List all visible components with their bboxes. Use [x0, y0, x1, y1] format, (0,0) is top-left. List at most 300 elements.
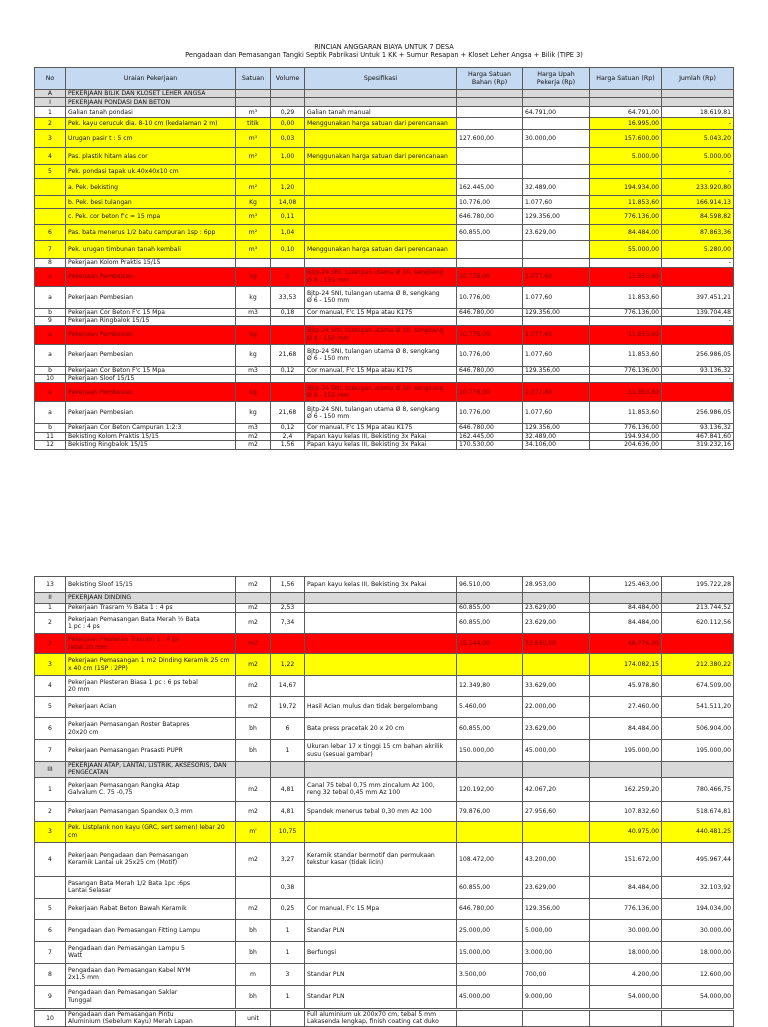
cell-jumlah: 139.704,48: [662, 308, 734, 316]
table-row: [35, 593, 734, 604]
cell-jumlah: 780.466,75: [662, 777, 734, 801]
cell-harga-satuan: 195.000,00: [590, 740, 662, 762]
cell-harga-satuan: 11.853,60: [590, 267, 662, 286]
cell-jumlah: -: [662, 259, 734, 267]
cell-harga-satuan: 18.000,00: [590, 941, 662, 963]
cell-upah: [523, 259, 590, 267]
cell-upah: [523, 148, 590, 165]
cell-no: 4: [35, 148, 66, 165]
cell-no: 2: [35, 613, 66, 634]
cell-harga-satuan: 776.136,00: [590, 209, 662, 225]
cell-upah: 3.000,00: [523, 941, 590, 963]
budget-table-part-2: [34, 576, 734, 1009]
cell-uraian: Pekerjaan Pembesian: [66, 383, 236, 402]
cell-harga-satuan: 11.853,60: [590, 196, 662, 209]
cell-harga-bahan: 10.776,00: [457, 325, 523, 344]
cell-volume: [271, 593, 305, 604]
cell-upah: 129.356,00: [523, 424, 590, 432]
header-spesifikasi: Spesifikasi: [305, 68, 457, 90]
cell-no: III: [35, 762, 66, 778]
cell-harga-satuan: 84.484,00: [590, 718, 662, 740]
cell-harga-bahan: 646.780,00: [457, 424, 523, 432]
cell-uraian: b. Pek. besi tulangan: [66, 196, 236, 209]
cell-uraian: a. Pek. bekisting: [66, 179, 236, 196]
cell-harga-bahan: 45.000,00: [457, 985, 523, 1008]
cell-upah: 30.000,00: [523, 130, 590, 148]
cell-satuan: m³: [236, 209, 271, 225]
cell-volume: 1: [271, 740, 305, 762]
cell-uraian: Pekerjaan Pembesian: [66, 286, 236, 308]
cell-upah: [523, 165, 590, 179]
cell-satuan: m2: [236, 441, 271, 449]
cell-no: 3: [35, 634, 66, 654]
table-row: [35, 441, 734, 449]
cell-volume: [271, 375, 305, 383]
cell-volume: 33,53: [271, 286, 305, 308]
cell-no: 2: [35, 801, 66, 821]
cell-jumlah: 541.511,20: [662, 697, 734, 718]
cell-no: 3: [35, 654, 66, 676]
table-row: [35, 604, 734, 613]
cell-jumlah: 32.103,92: [662, 876, 734, 898]
cell-volume: [271, 259, 305, 267]
cell-upah: 34.106,00: [523, 441, 590, 449]
cell-volume: 0,12: [271, 366, 305, 374]
document-title: RINCIAN ANGGARAN BIAYA UNTUK 7 DESA: [314, 43, 454, 51]
cell-jumlah: 18.619,81: [662, 107, 734, 118]
cell-satuan: [236, 593, 271, 604]
cell-volume: 2,53: [271, 604, 305, 613]
cell-harga-satuan: 11.853,60: [590, 402, 662, 424]
cell-harga-bahan: 646.780,00: [457, 366, 523, 374]
cell-spesifikasi: Menggunakan harga satuan dari perencanaan: [305, 118, 457, 130]
cell-spesifikasi: Cor manual, F'c 15 Mpa atau K175: [305, 424, 457, 432]
cell-harga-satuan: 84.484,00: [590, 876, 662, 898]
cell-volume: [271, 317, 305, 325]
cell-jumlah: 256.986,05: [662, 344, 734, 366]
cell-spesifikasi: [305, 90, 457, 98]
table-row: [35, 613, 734, 634]
table-row: [35, 325, 734, 344]
cell-satuan: m2: [236, 432, 271, 440]
cell-volume: [271, 383, 305, 402]
cell-harga-bahan: [457, 148, 523, 165]
cell-harga-bahan: 25.000,00: [457, 919, 523, 941]
cell-jumlah: 233.920,80: [662, 179, 734, 196]
table-row: [35, 267, 734, 286]
cell-no: [35, 876, 66, 898]
cell-uraian: Pasangan Bata Merah 1/2 Bata 1pc :6ps Lantai Selasar: [66, 876, 236, 898]
cell-no: 10: [35, 1011, 66, 1027]
cell-harga-bahan: [457, 165, 523, 179]
cell-harga-bahan: 10.776,00: [457, 196, 523, 209]
cell-harga-bahan: 10.776,00: [457, 383, 523, 402]
cell-upah: 27.956,60: [523, 801, 590, 821]
cell-volume: 10,75: [271, 821, 305, 842]
cell-spesifikasi: [305, 613, 457, 634]
cell-uraian: Bekisting Kolom Praktis 15/15: [66, 432, 236, 440]
cell-satuan: unit: [236, 1011, 271, 1027]
cell-satuan: kg: [236, 383, 271, 402]
cell-jumlah: 674.509,00: [662, 676, 734, 697]
cell-harga-satuan: [590, 98, 662, 107]
cell-uraian: Pekerjaan Rabat Beton Bawah Keramik: [66, 898, 236, 919]
cell-upah: 23.629,00: [523, 613, 590, 634]
cell-uraian: Pekerjaan Plesteran Trasram 1 : 4 ps tebal 20 mm: [66, 634, 236, 654]
table-row: [35, 366, 734, 374]
cell-no: 3: [35, 130, 66, 148]
cell-harga-satuan: 174.082,15: [590, 654, 662, 676]
cell-spesifikasi: Standar PLN: [305, 919, 457, 941]
cell-jumlah: -: [662, 383, 734, 402]
cell-harga-satuan: 84.484,00: [590, 613, 662, 634]
cell-spesifikasi: Bjtp-24 SNI, tulangan utama Ø 8, sengkang Ø 6 - 150 mm: [305, 402, 457, 424]
cell-no: 1: [35, 604, 66, 613]
cell-harga-bahan: 646.780,00: [457, 209, 523, 225]
cell-jumlah: 87.863,36: [662, 225, 734, 241]
cell-harga-bahan: [457, 821, 523, 842]
cell-jumlah: 256.986,05: [662, 402, 734, 424]
cell-uraian: Pekerjaan Trasram ½ Bata 1 : 4 ps: [66, 604, 236, 613]
cell-spesifikasi: Standar PLN: [305, 963, 457, 985]
cell-spesifikasi: [305, 676, 457, 697]
cell-jumlah: 506.904,00: [662, 718, 734, 740]
table-row: [35, 676, 734, 697]
cell-harga-satuan: 55.000,00: [590, 241, 662, 259]
cell-uraian: Pas. bata menerus 1/2 batu campuran 1sp : 6pp: [66, 225, 236, 241]
cell-satuan: m2: [236, 898, 271, 919]
cell-uraian: PEKERJAAN BILIK DAN KLOSET LEHER ANGSA: [66, 90, 236, 98]
cell-no: 6: [35, 718, 66, 740]
cell-spesifikasi: Bata press pracetak 20 x 20 cm: [305, 718, 457, 740]
cell-spesifikasi: [305, 179, 457, 196]
cell-spesifikasi: [305, 634, 457, 654]
cell-no: 6: [35, 919, 66, 941]
cell-upah: 23.629,00: [523, 225, 590, 241]
header-harga-bahan: Harga Satuan Bahan (Rp): [457, 68, 523, 90]
cell-harga-satuan: 162.259,20: [590, 777, 662, 801]
cell-volume: 7,34: [271, 613, 305, 634]
cell-volume: 1,00: [271, 148, 305, 165]
cell-spesifikasi: Bjtp-24 SNI, tulangan utama Ø 10, sengkang Ø 8 - 150 mm: [305, 325, 457, 344]
cell-spesifikasi: [305, 593, 457, 604]
table-row: [35, 740, 734, 762]
cell-satuan: bh: [236, 718, 271, 740]
cell-satuan: kg: [236, 344, 271, 366]
cell-jumlah: 495.967,44: [662, 842, 734, 876]
table-row: [35, 777, 734, 801]
cell-uraian: Galian tanah pondasi: [66, 107, 236, 118]
cell-harga-bahan: 60.855,00: [457, 225, 523, 241]
cell-harga-bahan: 3.500,00: [457, 963, 523, 985]
header-no: No: [35, 68, 66, 90]
cell-satuan: bh: [236, 941, 271, 963]
cell-volume: 1,56: [271, 577, 305, 593]
cell-uraian: Pengadaan dan Pemasangan Pintu Aluminium (Sebelum Kayu) Merah Lapan: [66, 1011, 236, 1027]
table-row: [35, 241, 734, 259]
cell-satuan: m2: [236, 801, 271, 821]
cell-jumlah: -: [662, 165, 734, 179]
table-row: [35, 919, 734, 941]
cell-jumlah: 54.000,00: [662, 985, 734, 1008]
header-satuan: Satuan: [236, 68, 271, 90]
cell-satuan: kg: [236, 286, 271, 308]
cell-satuan: kg: [236, 402, 271, 424]
cell-harga-bahan: 79.876,00: [457, 801, 523, 821]
cell-harga-bahan: [457, 259, 523, 267]
cell-volume: 6: [271, 718, 305, 740]
cell-spesifikasi: Ukuran lebar 17 x tinggi 15 cm bahan akrilik susu (sesuai gambar): [305, 740, 457, 762]
cell-spesifikasi: Cor manual, F'c 15 Mpa atau K175: [305, 366, 457, 374]
table-row: [35, 148, 734, 165]
cell-volume: 1: [271, 985, 305, 1008]
cell-uraian: Pekerjaan Pembesian: [66, 344, 236, 366]
cell-no: a: [35, 325, 66, 344]
cell-no: 9: [35, 317, 66, 325]
cell-jumlah: 440.481,25: [662, 821, 734, 842]
cell-harga-satuan: [590, 259, 662, 267]
cell-no: 7: [35, 740, 66, 762]
cell-satuan: m3: [236, 366, 271, 374]
cell-spesifikasi: [305, 196, 457, 209]
cell-satuan: m2: [236, 577, 271, 593]
cell-upah: 23.629,00: [523, 604, 590, 613]
cell-upah: [523, 241, 590, 259]
cell-spesifikasi: Cor manual, F'c 15 Mpa: [305, 898, 457, 919]
table-row: [35, 165, 734, 179]
table-row: [35, 383, 734, 402]
table-row: [35, 762, 734, 778]
cell-upah: 32.489,00: [523, 432, 590, 440]
cell-upah: 33.629,00: [523, 676, 590, 697]
cell-upah: 9.000,00: [523, 985, 590, 1008]
cell-upah: 23.629,00: [523, 718, 590, 740]
cell-no: 3: [35, 821, 66, 842]
cell-satuan: m2: [236, 654, 271, 676]
cell-harga-satuan: 48.774,00: [590, 634, 662, 654]
cell-uraian: Pekerjaan Ringbalok 15/15: [66, 317, 236, 325]
cell-satuan: m²: [236, 225, 271, 241]
cell-upah: 23.629,00: [523, 876, 590, 898]
cell-upah: [523, 375, 590, 383]
cell-upah: 129.356,00: [523, 898, 590, 919]
cell-harga-bahan: 60.855,00: [457, 613, 523, 634]
cell-uraian: Pekerjaan Pemasangan 1 m2 Dinding Keramik 25 cm x 40 cm (1SP : 2PP): [66, 654, 236, 676]
cell-harga-bahan: 646.780,00: [457, 898, 523, 919]
cell-no: 7: [35, 941, 66, 963]
cell-volume: 21,68: [271, 402, 305, 424]
cell-harga-satuan: 11.853,60: [590, 325, 662, 344]
cell-uraian: Bekisting Ringbalok 15/15: [66, 441, 236, 449]
cell-jumlah: -: [662, 267, 734, 286]
cell-harga-bahan: [457, 375, 523, 383]
table-row: [35, 718, 734, 740]
cell-no: 13: [35, 577, 66, 593]
cell-uraian: Pekerjaan Plesteran Biasa 1 pc : 6 ps tebal 20 mm: [66, 676, 236, 697]
cell-no: 4: [35, 842, 66, 876]
cell-volume: 1: [271, 919, 305, 941]
cell-harga-satuan: 194.934,00: [590, 432, 662, 440]
cell-satuan: [236, 165, 271, 179]
cell-volume: [271, 90, 305, 98]
cell-harga-bahan: 96.510,00: [457, 577, 523, 593]
cell-no: 7: [35, 241, 66, 259]
cell-harga-satuan: 27.460,00: [590, 697, 662, 718]
cell-upah: [523, 654, 590, 676]
cell-satuan: titik: [236, 118, 271, 130]
cell-uraian: Pek. pondasi tapak uk.40x40x10 cm: [66, 165, 236, 179]
cell-harga-bahan: 170.530,00: [457, 441, 523, 449]
cell-jumlah: 93.136,32: [662, 366, 734, 374]
cell-volume: 3: [271, 963, 305, 985]
table-row: [35, 107, 734, 118]
cell-volume: 3,27: [271, 842, 305, 876]
cell-harga-satuan: 16.995,00: [590, 118, 662, 130]
cell-spesifikasi: [305, 98, 457, 107]
cell-volume: [271, 325, 305, 344]
cell-spesifikasi: Bjtp-24 SNI, tulangan utama Ø 8, sengkang Ø 6 - 150 mm: [305, 286, 457, 308]
cell-no: [35, 179, 66, 196]
cell-uraian: Pekerjaan Pemasangan Bata Merah ½ Bata 1 pc : 4 ps: [66, 613, 236, 634]
cell-jumlah: 620.112,56: [662, 613, 734, 634]
cell-spesifikasi: Full aluminium uk 200x70 cm, tebal 5 mm Lakasenda lengkap, finish coating cat duko: [305, 1011, 457, 1027]
table-row: [35, 634, 734, 654]
cell-harga-bahan: 127.600,00: [457, 130, 523, 148]
table-row: [35, 118, 734, 130]
cell-spesifikasi: [305, 604, 457, 613]
cell-harga-satuan: 45.978,80: [590, 676, 662, 697]
cell-upah: 1.077,60: [523, 402, 590, 424]
cell-no: a: [35, 383, 66, 402]
table-row: [35, 876, 734, 898]
cell-uraian: Pekerjaan Cor Beton Campuran 1:2:3: [66, 424, 236, 432]
cell-volume: 0,00: [271, 118, 305, 130]
cell-harga-bahan: 5.460,00: [457, 697, 523, 718]
cell-satuan: m³: [236, 241, 271, 259]
cell-harga-satuan: [590, 762, 662, 778]
cell-jumlah: 467.841,60: [662, 432, 734, 440]
cell-volume: 1: [271, 941, 305, 963]
cell-harga-satuan: 30.000,00: [590, 919, 662, 941]
cell-jumlah: 84.598,82: [662, 209, 734, 225]
table-row: [35, 801, 734, 821]
cell-satuan: [236, 762, 271, 778]
cell-upah: 1.077,60: [523, 267, 590, 286]
cell-jumlah: 30.000,00: [662, 919, 734, 941]
cell-upah: 129.356,00: [523, 308, 590, 316]
table-row: [35, 317, 734, 325]
cell-spesifikasi: Cor manual, F'c 15 Mpa atau K175: [305, 308, 457, 316]
cell-harga-bahan: 10.776,00: [457, 344, 523, 366]
cell-jumlah: [662, 90, 734, 98]
cell-upah: 1.077,60: [523, 383, 590, 402]
cell-uraian: Pekerjaan Sloof 15/15: [66, 375, 236, 383]
table-row: [35, 90, 734, 98]
cell-no: 8: [35, 259, 66, 267]
cell-uraian: c. Pek. cor beton f'c = 15 mpa: [66, 209, 236, 225]
table-row: [35, 375, 734, 383]
cell-uraian: PEKERJAAN DINDING: [66, 593, 236, 604]
cell-spesifikasi: Spandek menerus tebal 0,30 mm Az 100: [305, 801, 457, 821]
cell-jumlah: [662, 762, 734, 778]
cell-no: II: [35, 593, 66, 604]
cell-jumlah: 166.914,13: [662, 196, 734, 209]
cell-no: a: [35, 286, 66, 308]
cell-volume: 0,12: [271, 424, 305, 432]
cell-upah: [523, 90, 590, 98]
cell-satuan: m2: [236, 676, 271, 697]
cell-no: a: [35, 267, 66, 286]
cell-upah: [523, 762, 590, 778]
cell-jumlah: 195.000,00: [662, 740, 734, 762]
cell-satuan: [236, 876, 271, 898]
table-row: [35, 697, 734, 718]
cell-uraian: Pekerjaan Pemasangan Roster Batapres 20x20 cm: [66, 718, 236, 740]
cell-volume: 1,56: [271, 441, 305, 449]
table-row: [35, 654, 734, 676]
table-row: [35, 898, 734, 919]
cell-spesifikasi: Standar PLN: [305, 985, 457, 1008]
cell-satuan: [236, 259, 271, 267]
cell-spesifikasi: Bjtp-24 SNI, tulangan utama Ø 8, sengkang Ø 6 - 150 mm: [305, 344, 457, 366]
cell-no: 5: [35, 165, 66, 179]
cell-no: a: [35, 402, 66, 424]
cell-spesifikasi: Berfungsi: [305, 941, 457, 963]
cell-harga-bahan: 646.780,00: [457, 308, 523, 316]
cell-no: I: [35, 98, 66, 107]
cell-harga-bahan: 60.855,00: [457, 718, 523, 740]
cell-harga-satuan: 4.200,00: [590, 963, 662, 985]
cell-upah: 1.077,60: [523, 325, 590, 344]
cell-spesifikasi: Menggunakan harga satuan dari perencanaan: [305, 148, 457, 165]
cell-harga-satuan: [590, 317, 662, 325]
cell-jumlah: 195.722,28: [662, 577, 734, 593]
cell-spesifikasi: [305, 876, 457, 898]
cell-uraian: Pengadaan dan Pemasangan Lampu 5 Watt: [66, 941, 236, 963]
cell-harga-bahan: 162.445,00: [457, 432, 523, 440]
cell-volume: 0,25: [271, 898, 305, 919]
cell-jumlah: 213.744,52: [662, 604, 734, 613]
cell-satuan: bh: [236, 985, 271, 1008]
cell-no: b: [35, 424, 66, 432]
table-row: [35, 402, 734, 424]
cell-jumlah: 93.136,32: [662, 424, 734, 432]
cell-volume: 1,22: [271, 654, 305, 676]
cell-spesifikasi: [305, 375, 457, 383]
cell-spesifikasi: [305, 762, 457, 778]
cell-uraian: Pengadaan dan Pemasangan Kabel NYM 2x1,5 mm: [66, 963, 236, 985]
cell-uraian: PEKERJAAN ATAP, LANTAI, LISTRIK, AKSESORIS, DAN PENGECATAN: [66, 762, 236, 778]
cell-no: 1: [35, 107, 66, 118]
cell-spesifikasi: Papan kayu kelas III, Bekisting 3x Pakai: [305, 432, 457, 440]
cell-satuan: m³: [236, 130, 271, 148]
cell-harga-bahan: 10.776,00: [457, 267, 523, 286]
cell-no: 10: [35, 375, 66, 383]
cell-harga-bahan: [457, 90, 523, 98]
cell-jumlah: -: [662, 634, 734, 654]
cell-jumlah: -: [662, 118, 734, 130]
cell-spesifikasi: Hasil Acian mulus dan tidak bergelombang: [305, 697, 457, 718]
cell-volume: 19,72: [271, 697, 305, 718]
cell-harga-bahan: 10.776,00: [457, 286, 523, 308]
cell-satuan: m: [236, 963, 271, 985]
cell-uraian: Pengadaan dan Pemasangan Fitting Lampu: [66, 919, 236, 941]
cell-no: A: [35, 90, 66, 98]
cell-volume: 0,29: [271, 107, 305, 118]
cell-harga-satuan: 64.791,00: [590, 107, 662, 118]
cell-spesifikasi: [305, 165, 457, 179]
cell-harga-satuan: 125.463,00: [590, 577, 662, 593]
